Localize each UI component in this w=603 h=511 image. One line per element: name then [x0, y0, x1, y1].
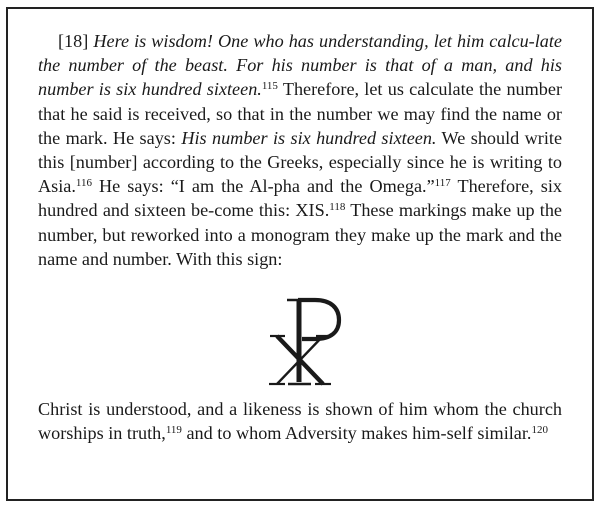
reference-number: [18] — [58, 31, 89, 51]
footnote-marker: 117 — [434, 177, 451, 190]
body-text: Christ is understood, and a likeness is shown of him whom the church worships in truth, — [38, 399, 562, 444]
footnote-marker: 119 — [165, 424, 182, 437]
footnote-marker: 116 — [75, 177, 92, 190]
chi-rho-tau-monogram-icon — [255, 296, 345, 388]
footnote-marker: 120 — [531, 424, 548, 437]
paragraph-2 — [38, 397, 562, 445]
scripture-quote: His number is six hundred sixteen. — [181, 127, 437, 148]
body-text: and to whom Adversity makes him-self similar. — [181, 423, 532, 444]
body-text: These markings make up the number, but reworked into a monogram they make up the mark and the name and number. With this sign: — [38, 200, 562, 269]
body-text: Therefore, let us calculate the number that he said is received, so that in the number we may find the name or the mark. He says: — [38, 79, 562, 148]
scripture-quote: Here is wisdom! One who has understanding, let him calcu-late the number of the beast. For his number is that of a man, and his number is six hundred sixteen. — [38, 31, 562, 100]
footnote-marker: 118 — [329, 201, 346, 214]
body-text: We should write this [number] according to the Greeks, especially since he is writing to Asia. — [38, 127, 563, 197]
body-text: He says: “I am the Al-pha and the Omega.” — [91, 176, 435, 197]
paragraph-1 — [38, 29, 562, 271]
body-text: Therefore, six hundred and sixteen be-come this: XIS. — [38, 176, 562, 221]
footnote-marker: 115 — [261, 80, 278, 93]
